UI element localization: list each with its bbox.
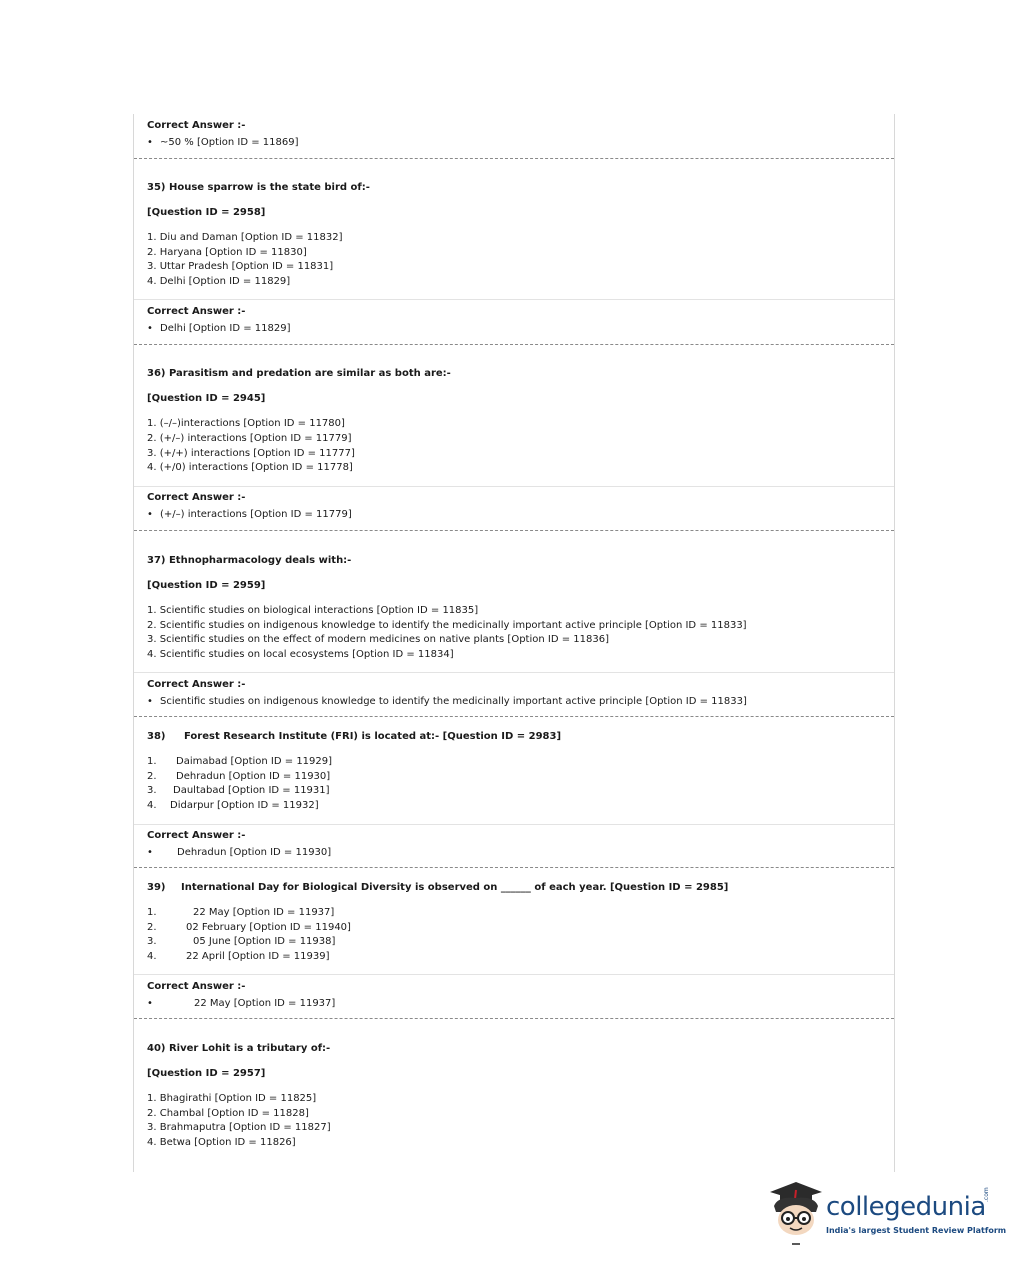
divider [134,158,894,159]
question-title: 40) River Lohit is a tributary of:- [147,1043,331,1054]
question-title: 39) International Day for Biological Diversity is observed on ______ of each year. [Question ID = 2985] [147,882,729,893]
question-title: 38) Forest Research Institute (FRI) is located at:- [Question ID = 2983] [147,731,562,742]
option-2: 2. Scientific studies on indigenous knowledge to identify the medicinally important active principle [Option ID = 11833] [147,620,747,631]
question-title: 37) Ethnopharmacology deals with:- [147,555,352,566]
separator [134,824,894,825]
answer-value: • Scientific studies on indigenous knowledge to identify the medicinally important active principle [Option ID = 11833] [147,696,747,707]
brand-tagline: India's largest Student Review Platform [826,1226,1007,1235]
option-2: 2. Haryana [Option ID = 11830] [147,247,307,258]
answer-label: Correct Answer :- [147,492,246,503]
option-3: 3. 05 June [Option ID = 11938] [147,936,336,947]
option-3: 3. Scientific studies on the effect of modern medicines on native plants [Option ID = 11836] [147,634,609,645]
option-4: 4. Scientific studies on local ecosystems [Option ID = 11834] [147,649,454,660]
option-3: 3. Uttar Pradesh [Option ID = 11831] [147,261,334,272]
option-1: 1. Bhagirathi [Option ID = 11825] [147,1093,317,1104]
answer-label: Correct Answer :- [147,306,246,317]
question-sheet [133,114,895,1172]
option-4: 4. Didarpur [Option ID = 11932] [147,800,319,811]
option-3: 3. Brahmaputra [Option ID = 11827] [147,1122,331,1133]
answer-label: Correct Answer :- [147,830,246,841]
brand-domain: .com [983,1187,990,1202]
answer-value: • Delhi [Option ID = 11829] [147,323,291,334]
mascot-icon [766,1178,824,1248]
divider [134,344,894,345]
option-4: 4. Betwa [Option ID = 11826] [147,1137,296,1148]
separator [134,974,894,975]
answer-value: • 22 May [Option ID = 11937] [147,998,336,1009]
answer-value: • ~50 % [Option ID = 11869] [147,137,299,148]
option-2: 2. Chambal [Option ID = 11828] [147,1108,309,1119]
answer-value: • (+/–) interactions [Option ID = 11779] [147,509,352,520]
question-title: 35) House sparrow is the state bird of:- [147,182,370,193]
option-4: 4. 22 April [Option ID = 11939] [147,951,330,962]
answer-value: • Dehradun [Option ID = 11930] [147,847,332,858]
option-4: 4. (+/0) interactions [Option ID = 11778] [147,462,353,473]
divider [134,530,894,531]
separator [134,486,894,487]
question-id: [Question ID = 2958] [147,207,266,218]
brand-name: collegedunia [826,1192,986,1222]
separator [134,672,894,673]
divider [134,1018,894,1019]
option-2: 2. Dehradun [Option ID = 11930] [147,771,331,782]
option-4: 4. Delhi [Option ID = 11829] [147,276,291,287]
question-title: 36) Parasitism and predation are similar as both are:- [147,368,451,379]
option-1: 1. (–/–)interactions [Option ID = 11780] [147,418,345,429]
divider [134,716,894,717]
option-3: 3. (+/+) interactions [Option ID = 11777] [147,448,355,459]
option-2: 2. (+/–) interactions [Option ID = 11779] [147,433,352,444]
answer-label: Correct Answer :- [147,120,246,131]
answer-label: Correct Answer :- [147,981,246,992]
question-id: [Question ID = 2957] [147,1068,266,1079]
option-1: 1. Daimabad [Option ID = 11929] [147,756,333,767]
separator [134,299,894,300]
question-id: [Question ID = 2945] [147,393,266,404]
option-1: 1. Diu and Daman [Option ID = 11832] [147,232,343,243]
option-2: 2. 02 February [Option ID = 11940] [147,922,351,933]
question-id: [Question ID = 2959] [147,580,266,591]
option-1: 1. 22 May [Option ID = 11937] [147,907,335,918]
divider [134,867,894,868]
collegedunia-logo[interactable] [766,1178,1007,1248]
option-1: 1. Scientific studies on biological interactions [Option ID = 11835] [147,605,479,616]
answer-label: Correct Answer :- [147,679,246,690]
option-3: 3. Daultabad [Option ID = 11931] [147,785,330,796]
